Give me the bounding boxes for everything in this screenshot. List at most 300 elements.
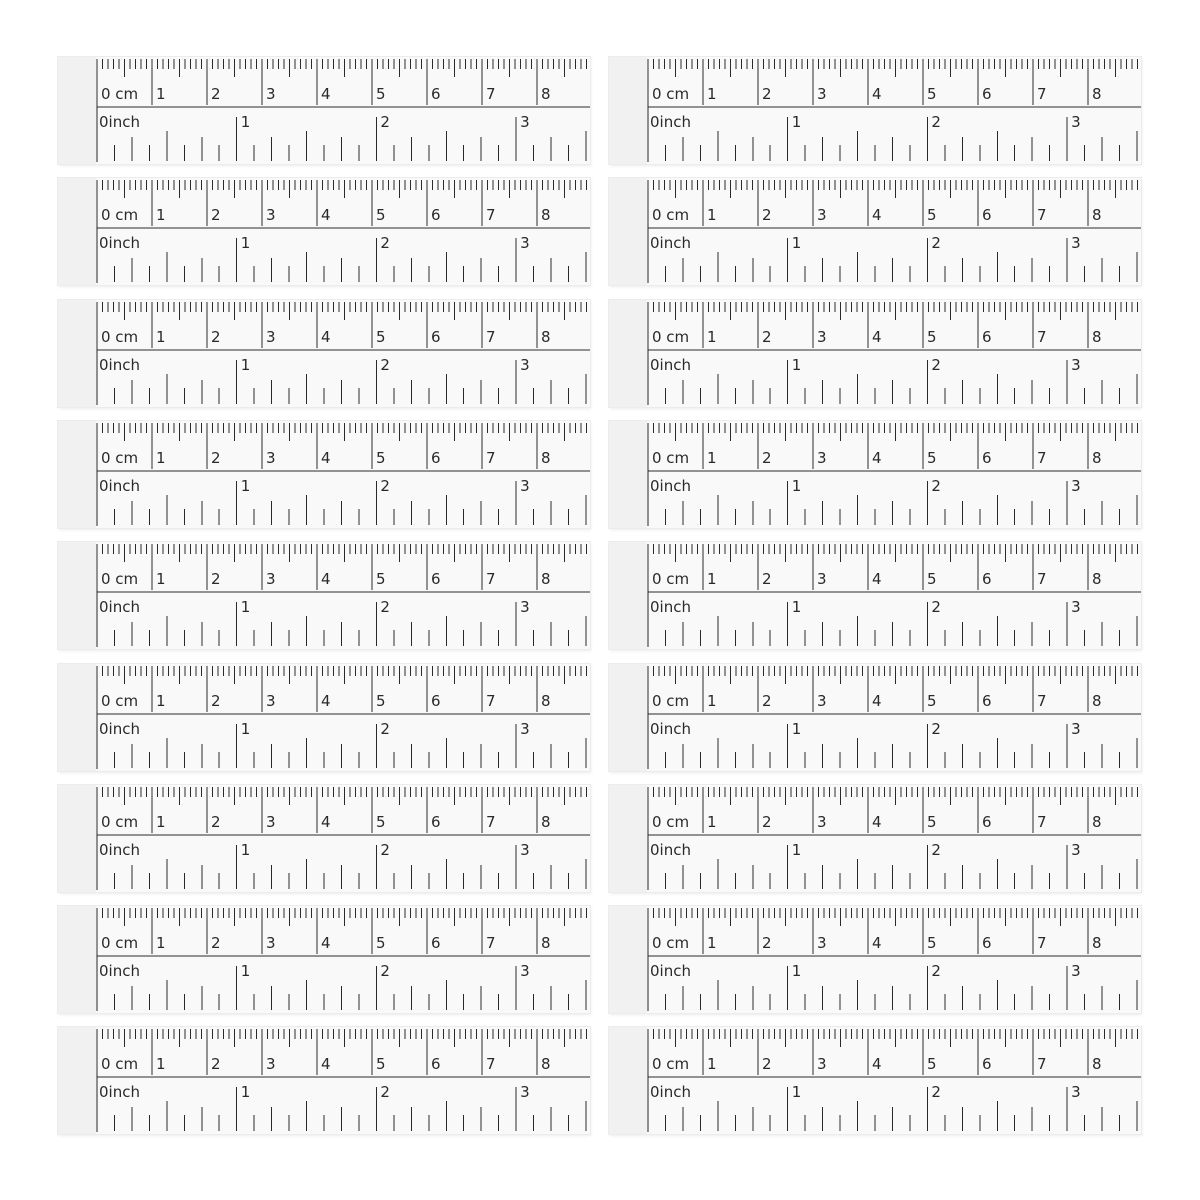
- cm-label: 2: [762, 812, 772, 831]
- cm-label: 4: [872, 85, 882, 103]
- cm-zero-label: 0 cm: [101, 934, 139, 953]
- inch-zero-label: 0inch: [99, 840, 140, 859]
- cm-label: 7: [486, 448, 496, 467]
- cm-label: 7: [486, 1055, 496, 1074]
- inch-label: 2: [931, 234, 941, 253]
- paper-ruler-r4-c2: [609, 421, 1141, 528]
- cm-scale: [648, 180, 1138, 226]
- cm-label: 5: [376, 206, 386, 225]
- cm-label: 2: [211, 448, 221, 467]
- inch-label: 1: [240, 962, 251, 981]
- cm-label: 8: [1092, 448, 1102, 467]
- cm-zero-label: 0 cm: [652, 934, 690, 953]
- inch-label: 3: [1071, 962, 1081, 981]
- inch-number-labels: [792, 1083, 1081, 1101]
- cm-label: 6: [982, 327, 992, 346]
- ruler-graphic: [58, 664, 590, 771]
- cm-label: 2: [762, 570, 772, 589]
- inch-label: 3: [1071, 355, 1081, 374]
- cm-scale: [648, 544, 1138, 590]
- cm-label: 3: [817, 1055, 827, 1074]
- cm-label: 4: [872, 1055, 882, 1074]
- cm-label: 5: [376, 812, 386, 831]
- inch-scale: [665, 238, 1136, 282]
- cm-label: 5: [927, 1055, 937, 1074]
- cm-label: 5: [376, 85, 386, 103]
- cm-scale: [648, 1029, 1138, 1075]
- cm-label: 7: [1037, 812, 1047, 831]
- cm-label: 2: [211, 1055, 221, 1074]
- inch-number-labels: [792, 962, 1081, 980]
- inch-label: 1: [240, 355, 251, 374]
- cm-label: 1: [156, 570, 166, 589]
- ruler-graphic: [58, 542, 590, 649]
- inch-label: 3: [520, 355, 530, 374]
- inch-label: 3: [520, 113, 530, 131]
- ruler-tab: [609, 785, 647, 892]
- cm-label: 1: [156, 448, 166, 467]
- cm-label: 1: [707, 206, 717, 225]
- inch-number-labels: [792, 477, 1081, 495]
- inch-zero-label: 0inch: [650, 113, 691, 131]
- cm-label: 2: [211, 691, 221, 710]
- cm-number-labels: [156, 934, 551, 952]
- cm-number-labels: [156, 692, 551, 710]
- inch-number-labels: [792, 720, 1081, 738]
- ruler-graphic: [58, 57, 590, 164]
- cm-label: 7: [486, 327, 496, 346]
- cm-scale: [97, 544, 587, 590]
- inch-scale: [114, 117, 585, 161]
- cm-label: 3: [817, 85, 827, 103]
- cm-label: 2: [762, 327, 772, 346]
- paper-ruler-r3-c2: [609, 300, 1141, 407]
- cm-label: 8: [1092, 570, 1102, 589]
- ruler-tab: [58, 906, 96, 1013]
- paper-ruler-r3-c1: [58, 300, 590, 407]
- cm-label: 5: [927, 691, 937, 710]
- cm-label: 1: [707, 934, 717, 953]
- cm-zero-label: 0 cm: [652, 1055, 690, 1074]
- cm-label: 6: [431, 327, 441, 346]
- inch-number-labels: [241, 841, 530, 859]
- cm-label: 7: [486, 85, 496, 103]
- cm-number-labels: [156, 85, 551, 103]
- inch-scale: [114, 481, 585, 525]
- cm-zero-label: 0 cm: [101, 206, 139, 225]
- cm-label: 1: [707, 691, 717, 710]
- ruler-graphic: [609, 57, 1141, 164]
- cm-zero-label: 0 cm: [101, 570, 139, 589]
- cm-label: 8: [1092, 327, 1102, 346]
- cm-label: 1: [156, 691, 166, 710]
- inch-scale: [114, 724, 585, 768]
- cm-number-labels: [707, 692, 1102, 710]
- cm-zero-label: 0 cm: [652, 448, 690, 467]
- inch-number-labels: [241, 477, 530, 495]
- inch-zero-label: 0inch: [99, 1083, 140, 1102]
- inch-label: 2: [931, 962, 941, 981]
- cm-label: 1: [707, 812, 717, 831]
- cm-label: 1: [156, 206, 166, 225]
- paper-ruler-r5-c1: [58, 542, 590, 649]
- inch-label: 1: [791, 355, 802, 374]
- cm-label: 8: [541, 570, 551, 589]
- inch-label: 3: [520, 476, 530, 495]
- inch-label: 2: [931, 476, 941, 495]
- cm-label: 8: [541, 691, 551, 710]
- inch-label: 3: [1071, 234, 1081, 253]
- cm-label: 6: [431, 448, 441, 467]
- cm-label: 3: [266, 812, 276, 831]
- inch-number-labels: [241, 113, 530, 131]
- inch-label: 3: [520, 719, 530, 738]
- ruler-graphic: [58, 421, 590, 528]
- paper-ruler-r2-c1: [58, 178, 590, 285]
- cm-label: 1: [707, 327, 717, 346]
- cm-number-labels: [707, 206, 1102, 224]
- inch-scale: [665, 1087, 1136, 1131]
- cm-label: 2: [211, 570, 221, 589]
- paper-ruler-r7-c1: [58, 785, 590, 892]
- cm-label: 6: [982, 206, 992, 225]
- ruler-graphic: [609, 178, 1141, 285]
- inch-scale: [114, 845, 585, 889]
- cm-scale: [97, 423, 587, 469]
- cm-label: 7: [1037, 327, 1047, 346]
- cm-label: 5: [376, 448, 386, 467]
- cm-zero-label: 0 cm: [101, 448, 139, 467]
- cm-label: 6: [982, 570, 992, 589]
- cm-label: 1: [156, 1055, 166, 1074]
- cm-label: 8: [541, 812, 551, 831]
- cm-label: 8: [1092, 812, 1102, 831]
- cm-label: 7: [486, 691, 496, 710]
- cm-label: 8: [1092, 691, 1102, 710]
- cm-zero-label: 0 cm: [652, 85, 690, 103]
- cm-label: 4: [872, 812, 882, 831]
- ruler-graphic: [609, 785, 1141, 892]
- cm-label: 8: [541, 1055, 551, 1074]
- inch-label: 1: [791, 719, 802, 738]
- cm-zero-label: 0 cm: [101, 691, 139, 710]
- inch-number-labels: [792, 841, 1081, 859]
- cm-label: 1: [156, 934, 166, 953]
- cm-label: 2: [762, 691, 772, 710]
- inch-label: 1: [791, 113, 802, 131]
- cm-label: 6: [431, 85, 441, 103]
- inch-label: 2: [931, 719, 941, 738]
- cm-label: 1: [156, 812, 166, 831]
- inch-label: 2: [931, 355, 941, 374]
- cm-label: 6: [982, 812, 992, 831]
- cm-zero-label: 0 cm: [652, 812, 690, 831]
- ruler-tab: [609, 906, 647, 1013]
- cm-label: 2: [762, 85, 772, 103]
- cm-label: 7: [1037, 691, 1047, 710]
- inch-scale: [114, 238, 585, 282]
- cm-label: 4: [321, 85, 331, 103]
- cm-label: 2: [762, 934, 772, 953]
- cm-label: 3: [266, 448, 276, 467]
- cm-label: 1: [707, 85, 717, 103]
- inch-label: 3: [1071, 840, 1081, 859]
- inch-zero-label: 0inch: [650, 355, 691, 374]
- cm-label: 2: [211, 934, 221, 953]
- paper-ruler-r6-c2: [609, 664, 1141, 771]
- cm-label: 4: [872, 570, 882, 589]
- cm-label: 5: [927, 812, 937, 831]
- paper-ruler-r7-c2: [609, 785, 1141, 892]
- cm-label: 2: [762, 206, 772, 225]
- cm-label: 4: [321, 327, 331, 346]
- inch-label: 3: [520, 962, 530, 981]
- cm-scale: [97, 180, 587, 226]
- inch-scale: [665, 966, 1136, 1010]
- cm-number-labels: [707, 934, 1102, 952]
- cm-scale: [97, 302, 587, 348]
- ruler-graphic: [609, 300, 1141, 407]
- inch-scale: [665, 724, 1136, 768]
- inch-zero-label: 0inch: [650, 1083, 691, 1102]
- cm-number-labels: [156, 1055, 551, 1073]
- inch-label: 1: [240, 234, 251, 253]
- cm-scale: [97, 787, 587, 833]
- inch-number-labels: [241, 720, 530, 738]
- cm-label: 1: [156, 85, 166, 103]
- inch-label: 2: [380, 113, 390, 131]
- cm-label: 7: [486, 812, 496, 831]
- cm-label: 4: [321, 1055, 331, 1074]
- cm-label: 3: [817, 570, 827, 589]
- cm-label: 6: [431, 206, 441, 225]
- cm-label: 4: [872, 448, 882, 467]
- cm-number-labels: [707, 813, 1102, 831]
- inch-label: 3: [520, 1083, 530, 1102]
- ruler-tab: [58, 421, 96, 528]
- inch-label: 3: [1071, 1083, 1081, 1102]
- ruler-tab: [609, 178, 647, 285]
- inch-label: 3: [520, 234, 530, 253]
- cm-label: 6: [431, 1055, 441, 1074]
- cm-label: 5: [376, 1055, 386, 1074]
- inch-scale: [665, 602, 1136, 646]
- cm-label: 8: [1092, 1055, 1102, 1074]
- inch-scale: [665, 117, 1136, 161]
- ruler-graphic: [58, 1027, 590, 1134]
- inch-number-labels: [792, 113, 1081, 131]
- ruler-tab: [609, 542, 647, 649]
- ruler-graphic: [609, 542, 1141, 649]
- cm-label: 7: [1037, 934, 1047, 953]
- inch-label: 2: [380, 234, 390, 253]
- cm-label: 8: [541, 327, 551, 346]
- inch-label: 2: [380, 719, 390, 738]
- cm-label: 3: [266, 327, 276, 346]
- inch-zero-label: 0inch: [650, 840, 691, 859]
- cm-scale: [648, 302, 1138, 348]
- cm-label: 3: [266, 1055, 276, 1074]
- cm-label: 4: [872, 691, 882, 710]
- cm-scale: [648, 908, 1138, 954]
- cm-zero-label: 0 cm: [652, 206, 690, 225]
- ruler-tab: [58, 300, 96, 407]
- inch-number-labels: [792, 356, 1081, 374]
- cm-label: 1: [707, 570, 717, 589]
- inch-number-labels: [792, 598, 1081, 616]
- ruler-tab: [58, 542, 96, 649]
- cm-label: 8: [1092, 934, 1102, 953]
- cm-number-labels: [156, 328, 551, 346]
- cm-label: 7: [1037, 206, 1047, 225]
- inch-zero-label: 0inch: [650, 598, 691, 617]
- cm-scale: [97, 1029, 587, 1075]
- cm-number-labels: [707, 1055, 1102, 1073]
- cm-zero-label: 0 cm: [652, 691, 690, 710]
- cm-zero-label: 0 cm: [101, 327, 139, 346]
- inch-label: 2: [380, 598, 390, 617]
- cm-label: 7: [1037, 448, 1047, 467]
- cm-label: 6: [982, 448, 992, 467]
- cm-label: 5: [376, 691, 386, 710]
- inch-number-labels: [241, 234, 530, 252]
- cm-label: 1: [707, 1055, 717, 1074]
- inch-scale: [114, 1087, 585, 1131]
- cm-label: 6: [431, 570, 441, 589]
- cm-label: 4: [872, 206, 882, 225]
- cm-label: 7: [1037, 85, 1047, 103]
- ruler-tab: [609, 1027, 647, 1134]
- inch-label: 2: [380, 840, 390, 859]
- cm-label: 1: [707, 448, 717, 467]
- ruler-graphic: [609, 1027, 1141, 1134]
- cm-label: 6: [982, 85, 992, 103]
- cm-label: 4: [872, 327, 882, 346]
- ruler-graphic: [609, 906, 1141, 1013]
- inch-label: 1: [791, 962, 802, 981]
- inch-label: 1: [240, 719, 251, 738]
- ruler-tab: [58, 785, 96, 892]
- cm-number-labels: [707, 328, 1102, 346]
- inch-label: 3: [1071, 598, 1081, 617]
- inch-scale: [665, 360, 1136, 404]
- cm-scale: [648, 666, 1138, 712]
- inch-label: 1: [791, 598, 802, 617]
- cm-label: 6: [982, 691, 992, 710]
- ruler-graphic: [58, 906, 590, 1013]
- cm-label: 3: [266, 85, 276, 103]
- ruler-tab: [609, 421, 647, 528]
- inch-label: 1: [791, 234, 802, 253]
- cm-label: 5: [927, 934, 937, 953]
- inch-number-labels: [241, 356, 530, 374]
- cm-label: 4: [321, 934, 331, 953]
- cm-zero-label: 0 cm: [652, 570, 690, 589]
- cm-label: 4: [321, 812, 331, 831]
- cm-label: 6: [982, 934, 992, 953]
- cm-label: 3: [266, 206, 276, 225]
- cm-number-labels: [156, 449, 551, 467]
- inch-label: 2: [931, 598, 941, 617]
- paper-ruler-r5-c2: [609, 542, 1141, 649]
- cm-number-labels: [707, 85, 1102, 103]
- inch-label: 2: [380, 476, 390, 495]
- cm-label: 5: [927, 570, 937, 589]
- paper-ruler-r4-c1: [58, 421, 590, 528]
- cm-label: 2: [211, 85, 221, 103]
- cm-label: 2: [762, 448, 772, 467]
- inch-number-labels: [241, 1083, 530, 1101]
- cm-label: 8: [541, 85, 551, 103]
- cm-label: 5: [376, 570, 386, 589]
- inch-label: 2: [931, 1083, 941, 1102]
- cm-label: 5: [376, 934, 386, 953]
- cm-scale: [648, 787, 1138, 833]
- ruler-tab: [58, 664, 96, 771]
- inch-zero-label: 0inch: [99, 234, 140, 253]
- paper-ruler-r2-c2: [609, 178, 1141, 285]
- inch-scale: [114, 360, 585, 404]
- inch-label: 2: [931, 840, 941, 859]
- inch-label: 3: [520, 598, 530, 617]
- inch-label: 1: [791, 840, 802, 859]
- cm-label: 5: [927, 85, 937, 103]
- cm-number-labels: [707, 449, 1102, 467]
- cm-label: 5: [927, 448, 937, 467]
- cm-label: 7: [486, 934, 496, 953]
- inch-number-labels: [241, 962, 530, 980]
- cm-label: 4: [321, 570, 331, 589]
- cm-label: 2: [211, 206, 221, 225]
- cm-label: 3: [817, 934, 827, 953]
- cm-label: 3: [817, 327, 827, 346]
- ruler-tab: [58, 57, 96, 164]
- ruler-graphic: [58, 300, 590, 407]
- inch-scale: [665, 481, 1136, 525]
- cm-scale: [648, 423, 1138, 469]
- cm-label: 6: [431, 934, 441, 953]
- cm-label: 2: [762, 1055, 772, 1074]
- cm-label: 5: [376, 327, 386, 346]
- cm-label: 3: [266, 570, 276, 589]
- cm-label: 6: [982, 1055, 992, 1074]
- inch-zero-label: 0inch: [99, 113, 140, 131]
- inch-label: 3: [520, 840, 530, 859]
- cm-label: 4: [321, 691, 331, 710]
- ruler-graphic: [609, 664, 1141, 771]
- cm-label: 3: [817, 812, 827, 831]
- inch-scale: [114, 602, 585, 646]
- inch-label: 1: [240, 1083, 251, 1102]
- cm-label: 3: [266, 691, 276, 710]
- inch-label: 1: [240, 598, 251, 617]
- cm-zero-label: 0 cm: [652, 327, 690, 346]
- inch-zero-label: 0inch: [99, 476, 140, 495]
- paper-ruler-r1-c1: [58, 57, 590, 164]
- cm-label: 3: [817, 448, 827, 467]
- inch-label: 2: [380, 1083, 390, 1102]
- cm-scale: [648, 59, 1138, 105]
- cm-label: 3: [817, 691, 827, 710]
- inch-scale: [114, 966, 585, 1010]
- inch-label: 1: [240, 113, 251, 131]
- ruler-tab: [609, 300, 647, 407]
- cm-label: 2: [211, 812, 221, 831]
- cm-number-labels: [156, 813, 551, 831]
- inch-zero-label: 0inch: [650, 476, 691, 495]
- paper-ruler-r6-c1: [58, 664, 590, 771]
- cm-label: 7: [1037, 570, 1047, 589]
